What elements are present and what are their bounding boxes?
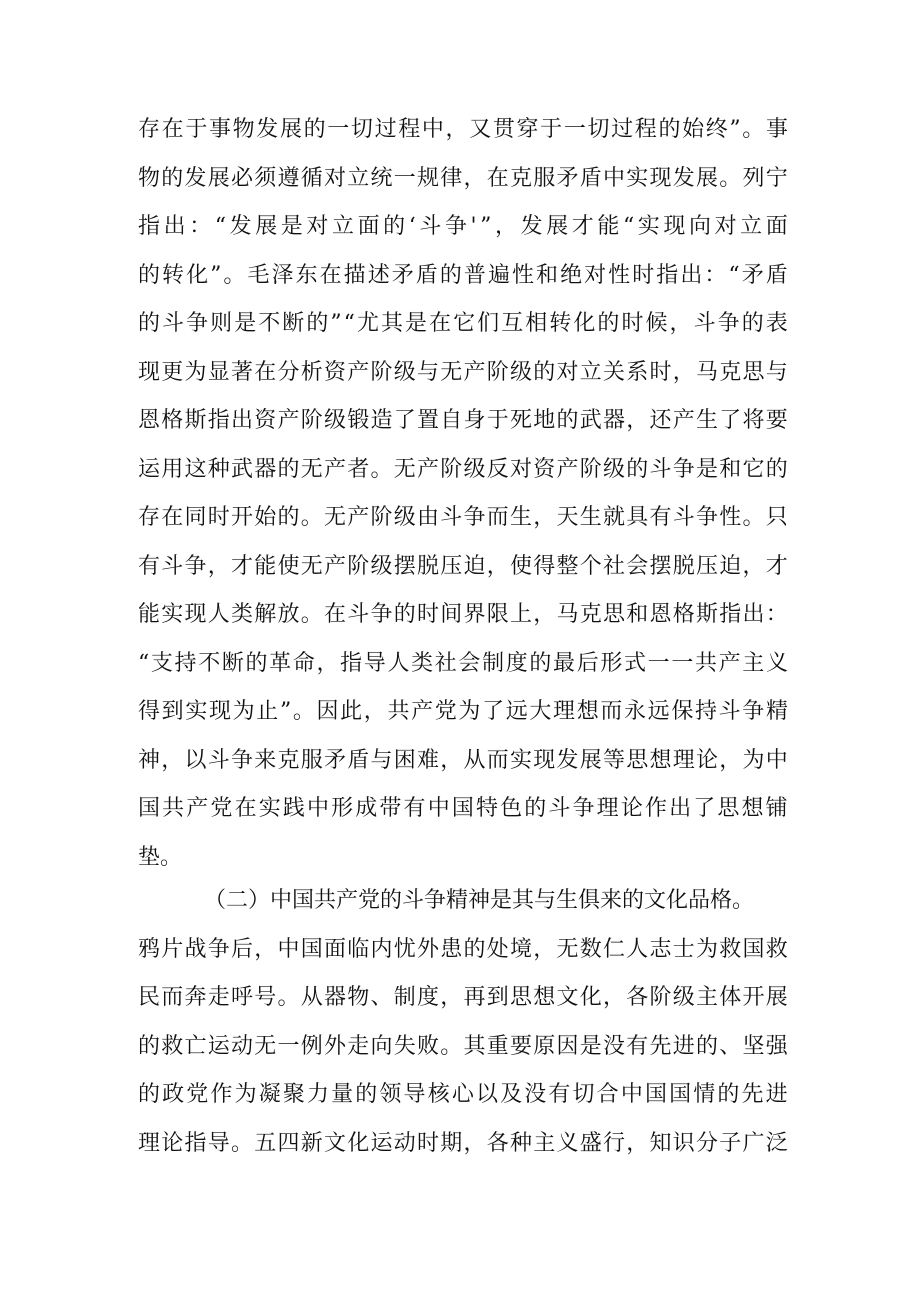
text-line: 能 实 现 人 类 解 放 。 在 斗 争 的 时 间 界 限 上 ， 马 克 思 和 恩 格 斯 指 出 ： (138, 602, 788, 627)
text-line: 运 用 这 种 武 器 的 无 产 者 。 无 产 阶 级 反 对 资 产 阶 级 的 斗 争 是 和 它 的 (138, 456, 788, 482)
text-line: 的 政 党 作 为 凝 聚 力 量 的 领 导 核 心 以 及 没 有 切 合 中 国 国 情 的 先 进 (138, 1082, 788, 1107)
text-line: 的 转 化 ” 。 毛 泽 东 在 描 述 矛 盾 的 普 遍 性 和 绝 对 性 时 指 出 ： “ 矛 盾 (138, 262, 788, 288)
text-line: 的 救 亡 运 动 无 一 例 外 走 向 失 败 。 其 重 要 原 因 是 没 有 先 进 的 、 坚 强 (138, 1033, 788, 1059)
text-line: 存 在 于 事 物 发 展 的 一 切 过 程 中 ， 又 贯 穿 于 一 切 过 程 的 始 终 ” 。 事 (138, 117, 788, 142)
text-line: 指 出 ： “ 发 展 是 对 立 面 的 ‘ 斗 争 ' ” ， 发 展 才 能 “ 实 现 向 对 立 面 (138, 214, 788, 239)
text-line: 的 斗 争 则 是 不 断 的 ” “ 尤 其 是 在 它 们 互 相 转 化 的 时 候 ， 斗 争 的 表 (138, 311, 788, 336)
text-line: 物 的 发 展 必 须 遵 循 对 立 统 一 规 律 ， 在 克 服 矛 盾 中 实 现 发 展 。 列 宁 (138, 165, 788, 191)
text-line: 鸦 片 战 争 后 ， 中 国 面 临 内 忧 外 患 的 处 境 ， 无 数 仁 人 志 士 为 救 国 救 (138, 936, 788, 962)
text-line: 神 ， 以 斗 争 来 克 服 矛 盾 与 困 难 ， 从 而 实 现 发 展 等 思 想 理 论 ， 为 中 (138, 747, 788, 773)
text-line: 民 而 奔 走 呼 号 。 从 器 物 、 制 度 ， 再 到 思 想 文 化 ， 各 阶 级 主 体 开 展 (138, 985, 788, 1010)
text-line: 理 论 指 导 。 五 四 新 文 化 运 动 时 期 ， 各 种 主 义 盛 行 ， 知 识 分 子 广 泛 (138, 1130, 788, 1156)
body-paragraph-1 (138, 106, 788, 882)
text-line: 得 到 实 现 为 止 ” 。 因 此 ， 共 产 党 为 了 远 大 理 想 而 永 远 保 持 斗 争 精 (138, 699, 788, 724)
text-line: “ 支 持 不 断 的 革 命 ， 指 导 人 类 社 会 制 度 的 最 后 形 式 一 一 共 产 主 义 (138, 650, 788, 676)
text-line: 垫。 (138, 844, 183, 870)
text-line: 恩 格 斯 指 出 资 产 阶 级 锻 造 了 置 自 身 于 死 地 的 武 器 ， 还 产 生 了 将 要 (138, 408, 788, 433)
body-paragraph-2 (138, 877, 788, 1168)
section-heading-line: （二）中国共产党的斗争精神是其与生俱来的文化品格。 (204, 888, 755, 913)
text-line: 有 斗 争 ， 才 能 使 无 产 阶 级 摆 脱 压 迫 ， 使 得 整 个 社 会 摆 脱 压 迫 ， 才 (138, 553, 788, 579)
text-line: 现 更 为 显 著 在 分 析 资 产 阶 级 与 无 产 阶 级 的 对 立 关 系 时 ， 马 克 思 与 (138, 359, 788, 385)
text-line: 存 在 同 时 开 始 的 。 无 产 阶 级 由 斗 争 而 生 ， 天 生 就 具 有 斗 争 性 。 只 (138, 505, 788, 530)
text-line: 国 共 产 党 在 实 践 中 形 成 带 有 中 国 特 色 的 斗 争 理 论 作 出 了 思 想 铺 (138, 796, 788, 821)
